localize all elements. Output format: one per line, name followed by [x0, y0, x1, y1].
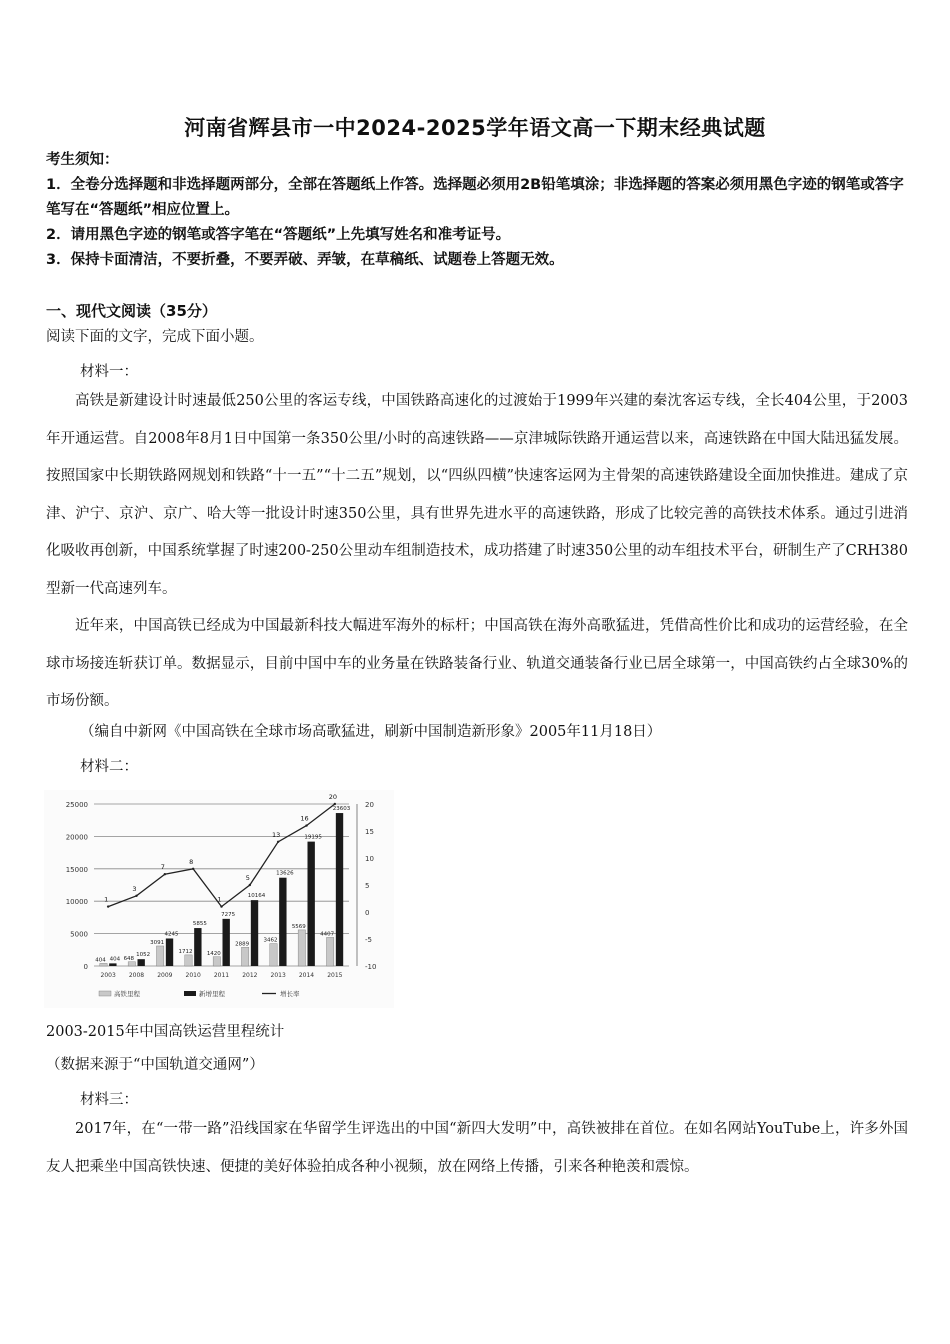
- bar-total-label: 23603: [332, 806, 351, 813]
- y-tick-label: 25000: [65, 801, 88, 809]
- notice-item: 1．全卷分选择题和非选择题两部分，全部在答题纸上作答。选择题必须用2B铅笔填涂；非选择题的答案必须用黑色字迹的钢笔或答字笔写在“答题纸”相应位置上。: [46, 177, 904, 218]
- bar-total-label: 1052: [136, 952, 151, 959]
- material1-label: 材料一：: [80, 364, 138, 380]
- bar-added-label: 648: [123, 955, 135, 962]
- x-tick-label: 2012: [242, 972, 258, 979]
- rate-point: [220, 905, 222, 907]
- bar-added-label: 404: [95, 957, 106, 964]
- material1-paragraph: 高铁是新建设计时速最低250公里的客运专线，中国铁路高速化的过渡始于1999年兴建的秦沈客运专线，全长404公里，于2003年开通运营。自2008年8月1日中国第一条350公里/小时的高速铁路——京津城际铁路开通运营以来，高速铁路在中国大陆迅猛发展。按照国家中长期铁路网规划和铁路“十一五”“十二五”规划，以“四纵四横”快速客运网为主骨架的高速铁路建设全面加快推进。建成了京津、沪宁、京沪、京广、哈大等一批设计时速350公里，具有世界先进水平的高速铁路，形成了比较完善的高铁技术体系。通过引进消化吸收再创新，中国系统掌握了时速200-250公里动车组制造技术，成功搭建了时速350公里的动车组技术平台，研制生产了CRH380型新一代高速列车。: [46, 393, 908, 597]
- material1-source: （编自中新网《中国高铁在全球市场高歌猛进，刷新中国制造新形象》2005年11月18日）: [80, 724, 662, 740]
- rate-point: [305, 824, 307, 826]
- x-tick-label: 2008: [128, 972, 145, 979]
- legend-swatch-added: [184, 991, 196, 996]
- x-tick-label: 2003: [100, 972, 116, 979]
- bar-total-label: 4245: [164, 931, 179, 938]
- notice-item: 2．请用黑色字迹的钢笔或答字笔在“答题纸”上先填写姓名和准考证号。: [46, 227, 511, 243]
- rate-point: [107, 905, 109, 907]
- bar-added: [100, 963, 107, 966]
- material3-paragraph: 2017年，在“一带一路”沿线国家在华留学生评选出的中国“新四大发明”中，高铁被排在首位。在如名网站YouTube上，许多外国友人把乘坐中国高铁快速、便捷的美好体验拍成各种小视频，放在网络上传播，引来各种艳羡和震惊。: [46, 1121, 908, 1175]
- y-tick-label: 20000: [65, 833, 88, 842]
- bar-added-label: 5569: [291, 923, 306, 930]
- material2-label: 材料二：: [80, 759, 138, 775]
- y2-tick-label: 5: [365, 882, 370, 890]
- bar-total-label: 5855: [192, 921, 207, 928]
- bar-added-label: 2889: [235, 941, 250, 948]
- x-tick-label: 2009: [157, 972, 173, 979]
- chart-caption: 2003-2015年中国高铁运营里程统计: [46, 1024, 285, 1040]
- notice-item: 3．保持卡面清洁，不要折叠，不要弄破、弄皱，在草稿纸、试题卷上答题无效。: [46, 252, 564, 268]
- x-tick-label: 2015: [327, 972, 343, 979]
- bar-total: [223, 919, 230, 966]
- bar-total: [194, 928, 201, 966]
- bar-total-label: 7275: [221, 911, 236, 918]
- rate-point: [192, 868, 194, 870]
- rate-point: [334, 803, 336, 805]
- bar-added: [128, 962, 135, 966]
- bar-added: [185, 955, 192, 966]
- rate-point-label: 8: [189, 857, 194, 866]
- bar-total: [336, 813, 343, 966]
- legend-label-rate: 增长率: [280, 990, 300, 998]
- bar-total-label: 10164: [247, 893, 266, 900]
- material3-body: [46, 1111, 908, 1186]
- page-title: 河南省辉县市一中2024-2025学年语文高一下期末经典试题: [184, 116, 766, 140]
- instruction: 阅读下面的文字，完成下面小题。: [46, 329, 264, 345]
- y-tick-label: 0: [83, 963, 88, 971]
- chart-source: （数据来源于“中国轨道交通网”）: [46, 1057, 264, 1073]
- y2-tick-label: 0: [365, 909, 370, 917]
- bar-total-label: 13626: [276, 870, 294, 877]
- bar-added-label: 1712: [178, 948, 193, 955]
- bar-added-label: 1420: [206, 950, 221, 957]
- material1-paragraph: 近年来，中国高铁已经成为中国最新科技大幅进军海外的标杆；中国高铁在海外高歌猛进，凭借高性价比和成功的运营经验，在全球市场接连斩获订单。数据显示，目前中国中车的业务量在铁路装备行业、轨道交通装备行业已居全球第一，中国高铁约占全球30%的市场份额。: [46, 618, 908, 709]
- bar-added: [326, 937, 333, 966]
- section-heading: 一、现代文阅读（35分）: [46, 302, 217, 320]
- y-tick-label: 15000: [65, 865, 88, 874]
- y2-tick-label: -5: [365, 936, 372, 944]
- bar-total: [109, 963, 116, 966]
- bar-added: [270, 944, 277, 966]
- legend-label-added: 新增里程: [199, 990, 225, 998]
- x-tick-label: 2014: [298, 972, 315, 979]
- rate-point: [277, 841, 279, 843]
- rate-point-label: 3: [132, 884, 137, 893]
- y-tick-label: 5000: [70, 930, 88, 939]
- bar-total: [308, 842, 315, 966]
- rate-point: [249, 884, 251, 886]
- rate-point-label: 1: [104, 895, 109, 904]
- rail-mileage-chart: [44, 790, 394, 1008]
- rate-point: [164, 873, 166, 875]
- bar-total: [279, 878, 286, 966]
- y-tick-label: 10000: [65, 898, 88, 907]
- bar-added-label: 4407: [320, 931, 335, 938]
- x-tick-label: 2013: [270, 972, 286, 979]
- x-tick-label: 2010: [185, 972, 201, 979]
- notice-block: [46, 148, 906, 273]
- x-tick-label: 2011: [213, 972, 230, 979]
- bar-total-label: 404: [109, 956, 121, 963]
- rate-point-label: 5: [245, 874, 250, 882]
- bar-total: [166, 938, 173, 966]
- rate-point-label: 16: [300, 814, 309, 823]
- y2-tick-label: 10: [365, 855, 374, 863]
- bar-added: [156, 946, 163, 966]
- rate-point-label: 7: [160, 863, 165, 872]
- y2-tick-label: -10: [365, 963, 377, 971]
- bar-added-label: 3462: [263, 937, 278, 944]
- rate-point-label: 20: [328, 793, 337, 801]
- bar-total: [138, 959, 145, 966]
- material3-label: 材料三：: [80, 1092, 138, 1108]
- bar-total: [251, 900, 258, 966]
- bar-added: [241, 947, 248, 966]
- material1-body: [46, 383, 908, 721]
- bar-added: [213, 957, 220, 966]
- bar-total-label: 19195: [304, 834, 322, 841]
- y2-tick-label: 20: [365, 801, 374, 809]
- rate-point: [135, 895, 137, 897]
- notice-heading: 考生须知：: [46, 152, 119, 168]
- y2-tick-label: 15: [365, 828, 374, 836]
- rate-point-label: 1: [217, 895, 222, 904]
- bar-added: [298, 930, 305, 966]
- rate-point-label: 13: [272, 830, 281, 839]
- legend-label-total: 高铁里程: [114, 990, 140, 998]
- legend-swatch-total: [99, 991, 111, 996]
- bar-added-label: 3091: [150, 939, 165, 946]
